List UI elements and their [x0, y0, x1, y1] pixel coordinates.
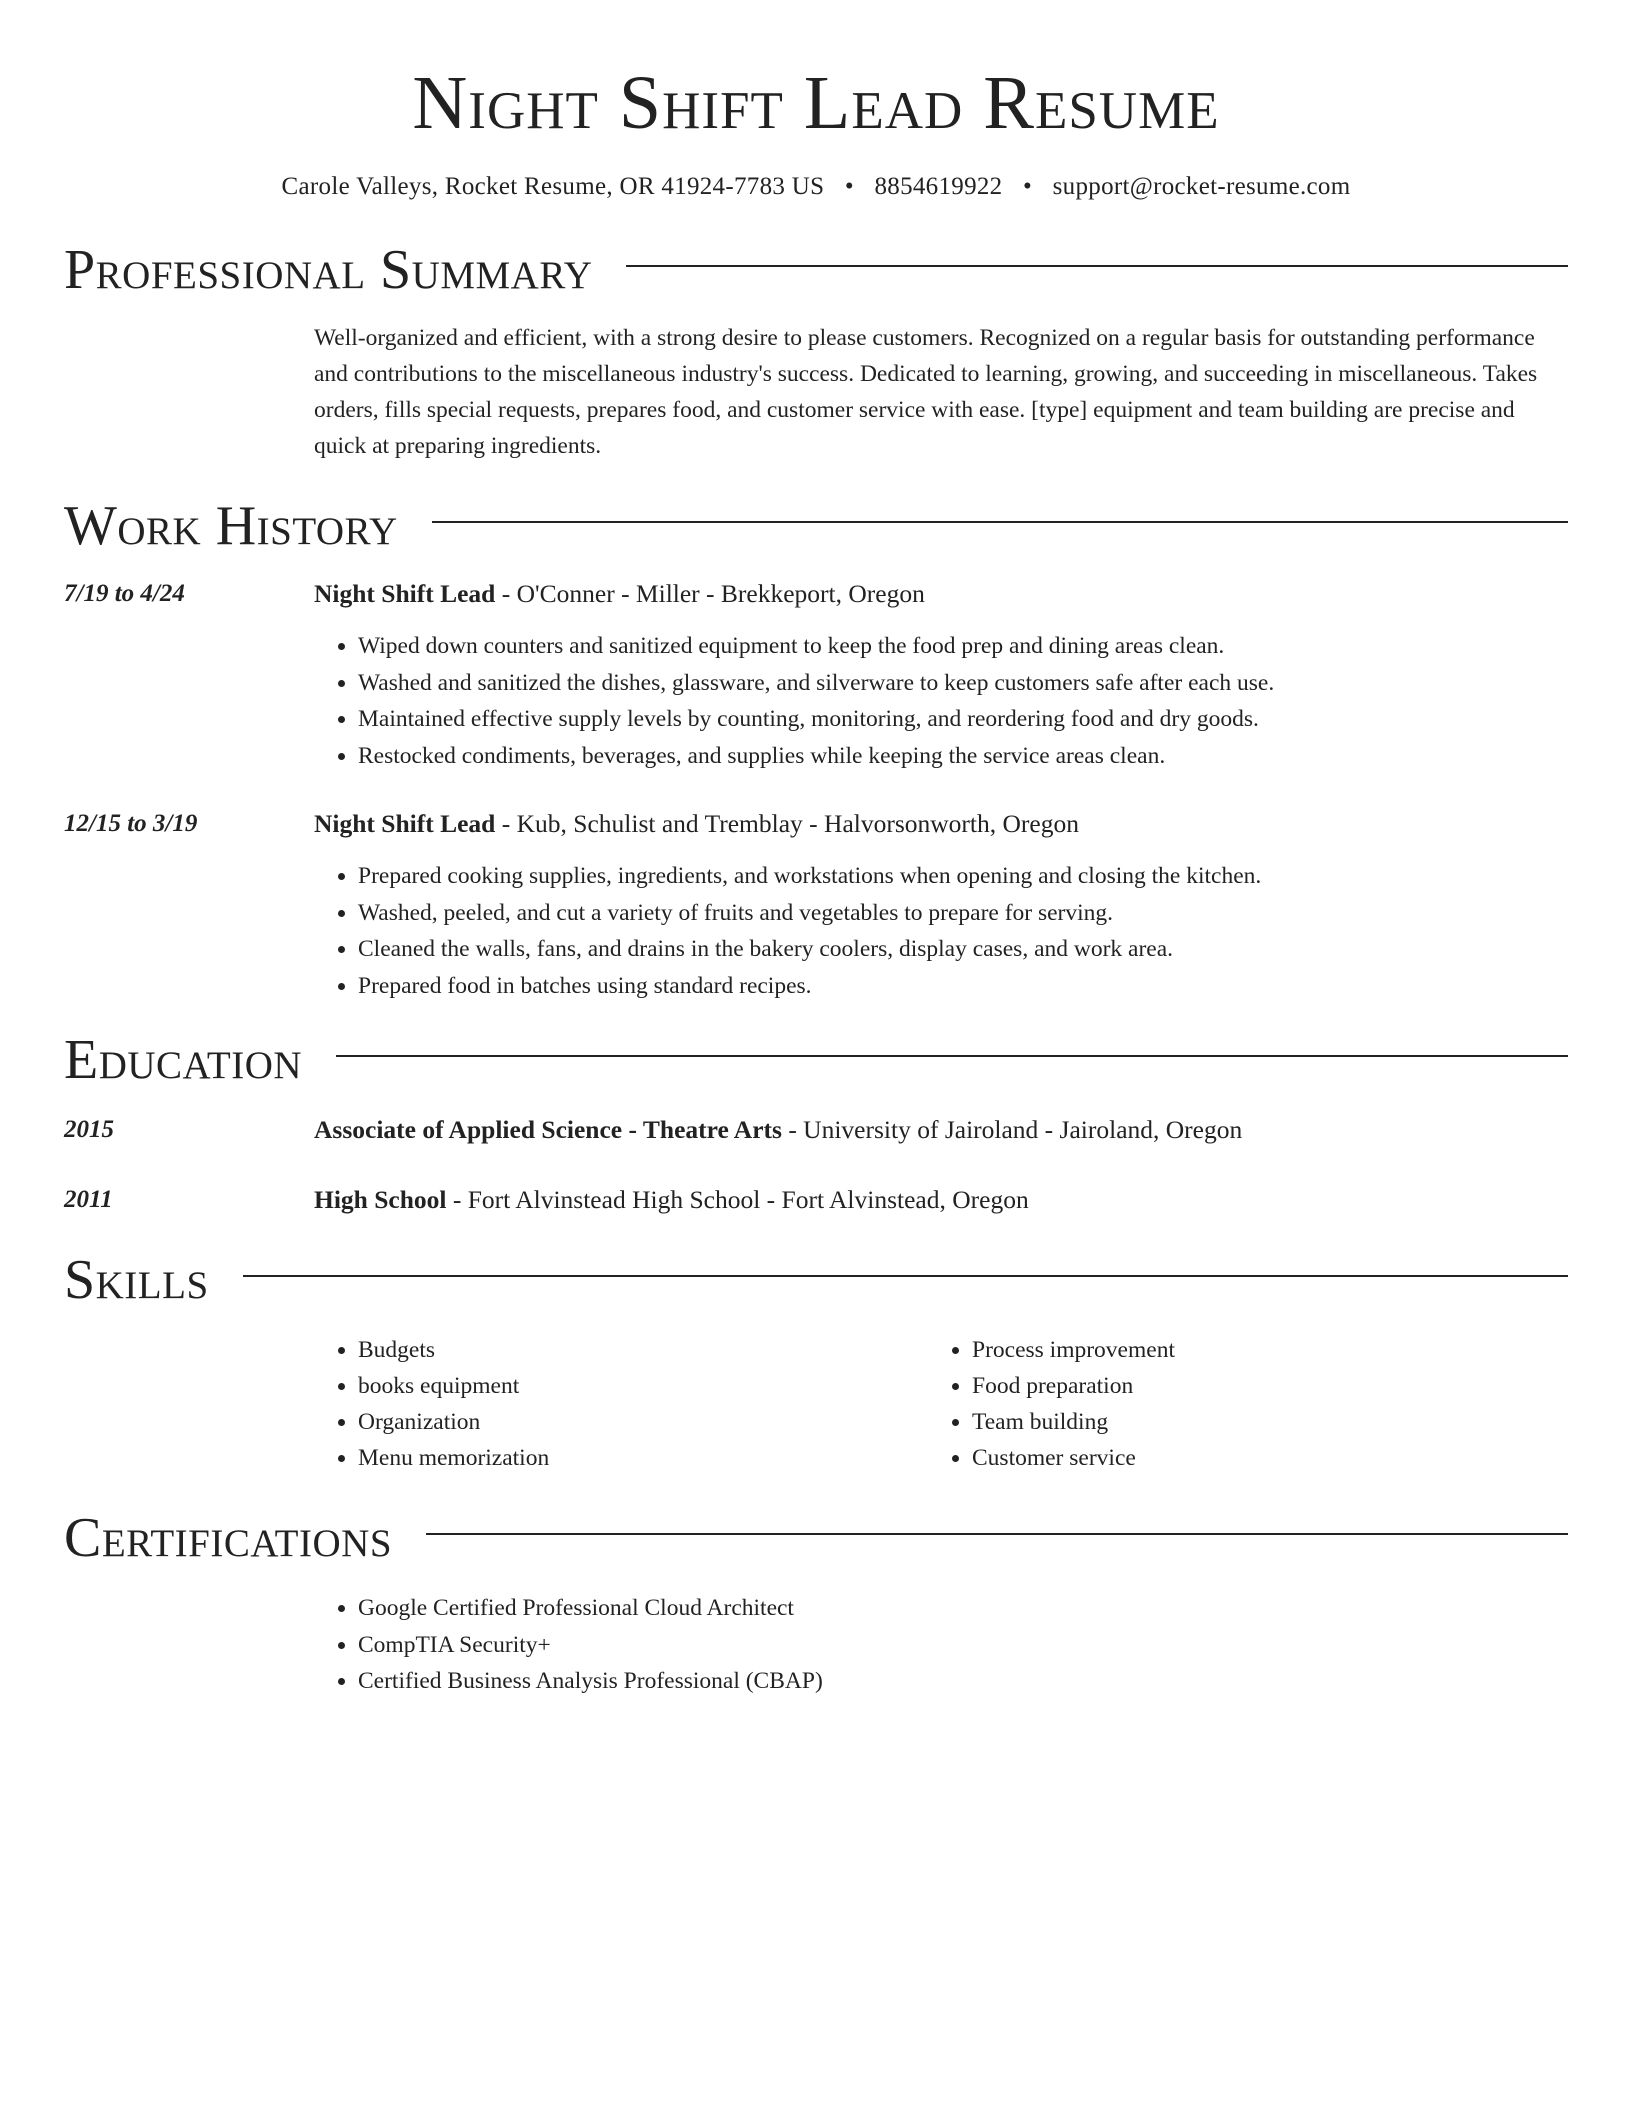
list-item: • Prepared food in batches using standard recipes. [358, 968, 1568, 1005]
contact-phone: 8854619922 [874, 173, 1003, 200]
work-section-header [64, 494, 1568, 558]
education-year: 2015 [64, 1116, 114, 1143]
certifications-row [64, 1570, 1568, 1700]
list-item: • Prepared cooking supplies, ingredients, and workstations when opening and closing the kitchen. [358, 858, 1568, 895]
skills-section-header [64, 1248, 1568, 1312]
list-item: • Customer service [972, 1440, 1542, 1476]
list-item: • Menu memorization [358, 1440, 928, 1476]
section-divider [426, 1533, 1568, 1535]
work-dates: 7/19 to 4/24 [64, 580, 185, 607]
contact-separator: • [1023, 173, 1033, 200]
list-item: • Food preparation [972, 1368, 1542, 1404]
list-item: • Washed, peeled, and cut a variety of fruits and vegetables to prepare for serving. [358, 895, 1568, 932]
contact-address: Carole Valleys, Rocket Resume, OR 41924-7783 US [281, 173, 825, 200]
section-divider [336, 1055, 1568, 1057]
education-section-header [64, 1028, 1568, 1092]
list-item: • Team building [972, 1404, 1542, 1440]
list-item: • Certified Business Analysis Professional (CBAP) [358, 1663, 1568, 1700]
section-heading-work: Work History [64, 495, 398, 557]
section-heading-education: Education [64, 1029, 303, 1091]
list-item: • Washed and sanitized the dishes, glassware, and silverware to keep customers safe after each use. [358, 665, 1568, 702]
work-entry [64, 576, 1568, 774]
education-entry [64, 1112, 1568, 1148]
work-bullets [314, 858, 1568, 1004]
work-title-line [314, 806, 1568, 842]
section-heading-certifications: Certifications [64, 1507, 393, 1569]
list-item: • Maintained effective supply levels by counting, monitoring, and reordering food and dry goods. [358, 701, 1568, 738]
degree-title: Associate of Applied Science - Theatre Arts [314, 1115, 782, 1144]
contact-separator: • [844, 173, 854, 200]
resume-page [64, 0, 1568, 1700]
summary-section-header [64, 238, 1568, 302]
work-bullets [314, 628, 1568, 774]
list-item: • Budgets [358, 1332, 928, 1368]
resume-title: Night Shift Lead Resume [412, 61, 1220, 145]
list-item: • Process improvement [972, 1332, 1542, 1368]
job-details: - Kub, Schulist and Tremblay - Halvorsonworth, Oregon [495, 809, 1079, 838]
skills-grid [314, 1332, 1568, 1476]
summary-row [64, 320, 1568, 464]
education-year: 2011 [64, 1186, 113, 1213]
list-item: • books equipment [358, 1368, 928, 1404]
skills-column-left [314, 1332, 928, 1476]
section-divider [626, 265, 1568, 267]
skills-row [64, 1312, 1568, 1476]
section-divider [243, 1275, 1568, 1277]
section-divider [432, 521, 1568, 523]
section-heading-summary: Professional Summary [64, 239, 593, 301]
list-item: • CompTIA Security+ [358, 1627, 1568, 1664]
list-item: • Wiped down counters and sanitized equipment to keep the food prep and dining areas clean. [358, 628, 1568, 665]
certifications-list [314, 1590, 1568, 1700]
summary-text: Well-organized and efficient, with a strong desire to please customers. Recognized on a regular basis for outstanding performance and contributions to the miscellaneous industry's success. Dedicated to learning, growing, and succeeding in miscellaneous. Takes orders, fills special requests, prepares food, and customer service with ease. [type] equipment and team building are precise and quick at preparing ingredients. [314, 325, 1538, 459]
degree-title: High School [314, 1185, 447, 1214]
contact-line [64, 170, 1568, 204]
work-dates: 12/15 to 3/19 [64, 810, 198, 837]
list-item: • Restocked condiments, beverages, and supplies while keeping the service areas clean. [358, 738, 1568, 775]
education-entry [64, 1182, 1568, 1218]
school-details: - University of Jairoland - Jairoland, Oregon [781, 1115, 1243, 1144]
work-title-line [314, 576, 1568, 612]
job-title: Night Shift Lead [314, 809, 496, 838]
work-entry [64, 806, 1568, 1004]
list-item: • Google Certified Professional Cloud Architect [358, 1590, 1568, 1627]
certifications-section-header [64, 1506, 1568, 1570]
job-details: - O'Conner - Miller - Brekkeport, Oregon [495, 579, 925, 608]
contact-email: support@rocket-resume.com [1052, 173, 1351, 200]
list-item: • Cleaned the walls, fans, and drains in the bakery coolers, display cases, and work area. [358, 931, 1568, 968]
section-heading-skills: Skills [64, 1249, 209, 1311]
skills-column-right [928, 1332, 1542, 1476]
list-item: • Organization [358, 1404, 928, 1440]
school-details: - Fort Alvinstead High School - Fort Alvinstead, Oregon [446, 1185, 1029, 1214]
job-title: Night Shift Lead [314, 579, 496, 608]
